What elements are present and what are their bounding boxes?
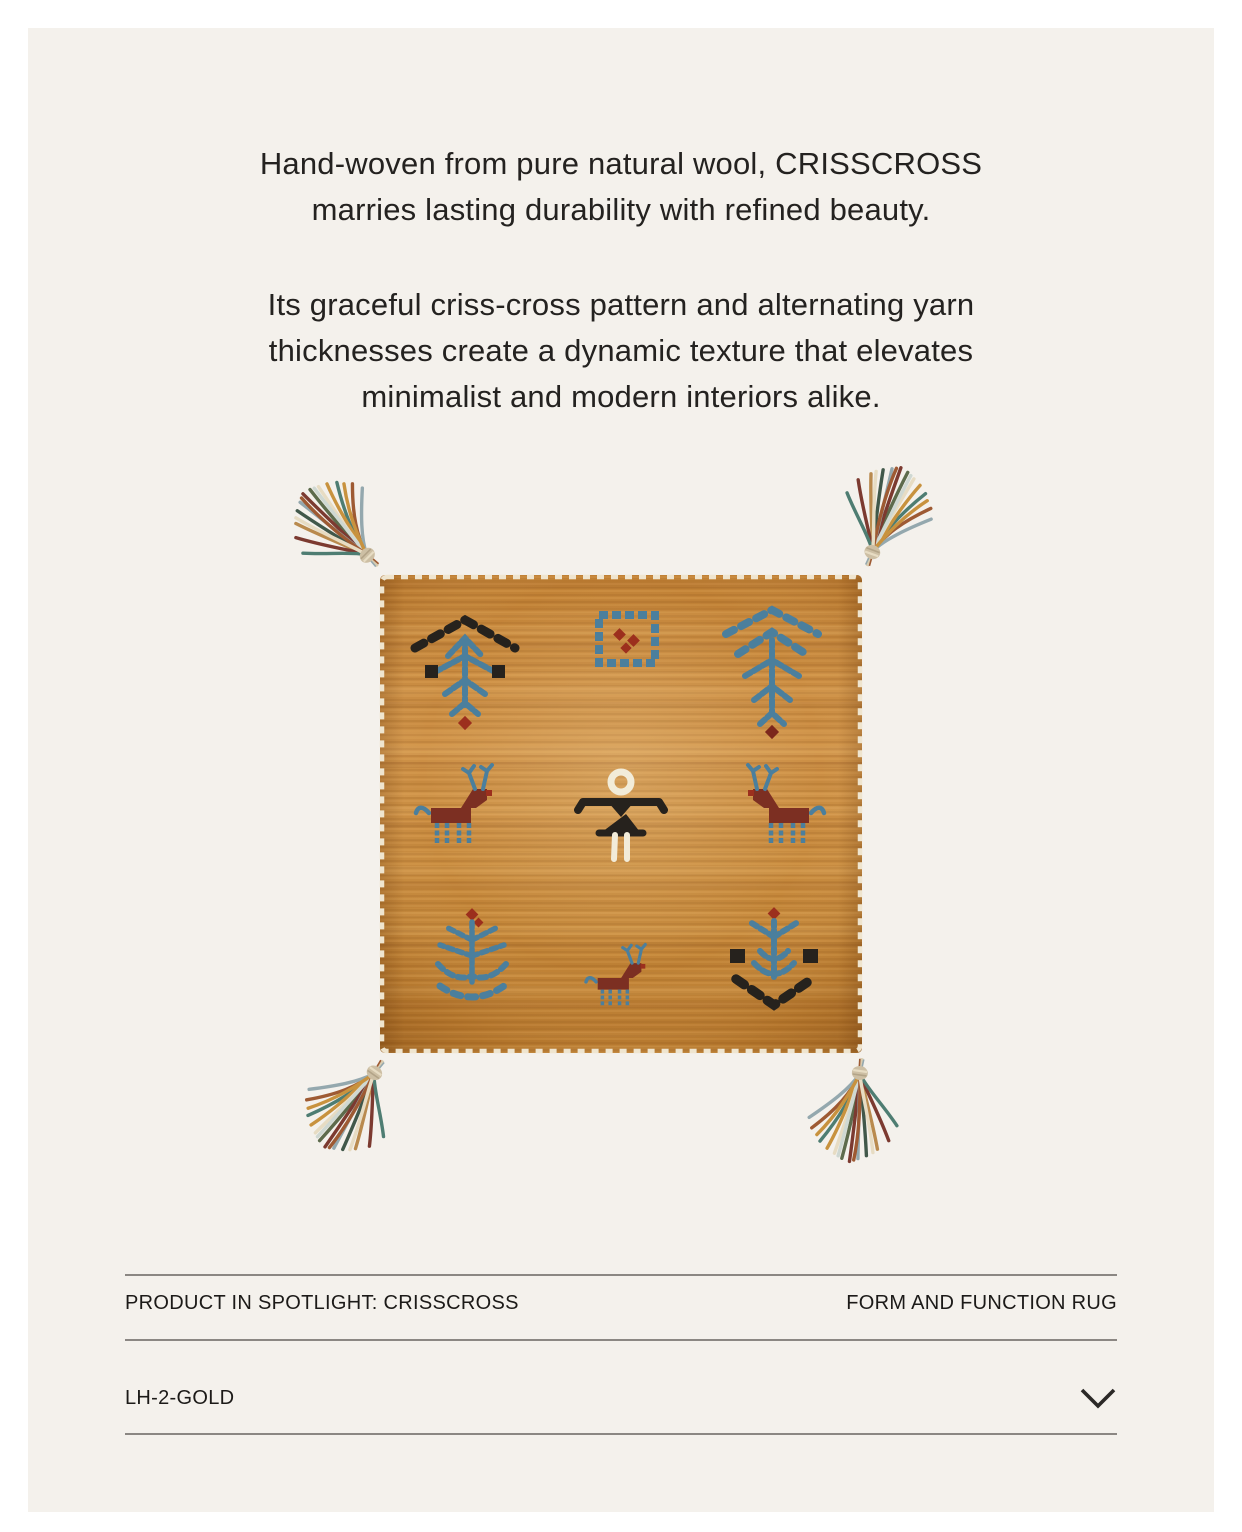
chevron-down-icon[interactable] [1079, 1386, 1117, 1410]
tassel-top-right [826, 453, 944, 581]
intro-paragraph-2 [28, 282, 1214, 420]
variant-sku-label: LH-2-GOLD [125, 1386, 235, 1409]
intro-line: thicknesses create a dynamic texture that elevates [268, 333, 974, 368]
divider [125, 1274, 1117, 1276]
rug-product-image [280, 440, 960, 1180]
variant-selector[interactable] [125, 1386, 1117, 1410]
spotlight-category: FORM AND FUNCTION RUG [846, 1292, 1117, 1314]
rug-illustration [280, 440, 960, 1180]
tassel-bottom-left [287, 1035, 419, 1171]
divider [125, 1433, 1117, 1435]
divider [125, 1339, 1117, 1341]
tassel-bottom-right [804, 1052, 906, 1167]
content-panel [28, 28, 1214, 1512]
intro-line: marries lasting durability with refined beauty. [311, 192, 931, 227]
spotlight-label: PRODUCT IN SPOTLIGHT: CRISSCROSS [125, 1292, 519, 1314]
intro-paragraph-1 [28, 141, 1214, 233]
intro-line: Its graceful criss-cross pattern and alternating yarn [267, 287, 975, 322]
intro-line: minimalist and modern interiors alike. [361, 379, 881, 414]
spotlight-row [125, 1292, 1117, 1315]
intro-line: Hand-woven from pure natural wool, CRISSCROSS [259, 146, 983, 181]
